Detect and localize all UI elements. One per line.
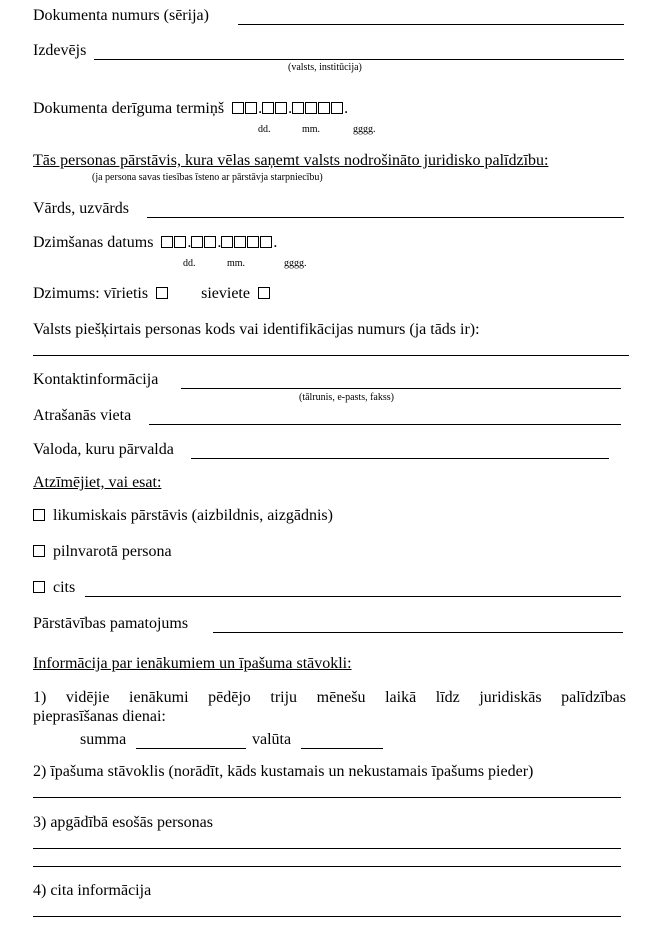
other-checkbox[interactable] — [33, 581, 45, 593]
year-box-1[interactable] — [221, 236, 233, 248]
legal-representative-checkbox[interactable] — [33, 509, 45, 521]
option-other — [33, 579, 75, 597]
income-item-3: 3) apgādībā esošās personas — [33, 814, 213, 831]
option-authorized-person — [33, 543, 172, 561]
income-item-4: 4) cita informācija — [33, 882, 152, 899]
birth-hint-mm: mm. — [227, 258, 246, 269]
other-info-field[interactable] — [33, 916, 621, 917]
doc-number-label: Dokumenta numurs (sērija) — [33, 7, 209, 24]
male-checkbox[interactable] — [156, 287, 168, 299]
income-heading: Informācija par ienākumiem un īpašuma stāvokli: — [33, 655, 352, 672]
month-box-2[interactable] — [204, 236, 216, 248]
validity-date-boxes[interactable]: . . . — [232, 100, 348, 118]
issuer-field[interactable] — [94, 59, 624, 60]
year-box-2[interactable] — [234, 236, 246, 248]
status-heading: Atzīmējiet, vai esat: — [33, 474, 162, 491]
sum-label: summa — [80, 731, 127, 748]
basis-label: Pārstāvības pamatojums — [33, 615, 189, 632]
month-box-1[interactable] — [191, 236, 203, 248]
other-field[interactable] — [85, 596, 621, 597]
birth-hint-dd: dd. — [183, 258, 196, 269]
validity-row — [33, 100, 348, 118]
name-label: Vārds, uzvārds — [33, 200, 129, 217]
currency-field[interactable] — [301, 748, 383, 749]
contact-field[interactable] — [181, 388, 621, 389]
gender-row — [33, 285, 271, 303]
day-box-1[interactable] — [161, 236, 173, 248]
language-label: Valoda, kuru pārvalda — [33, 441, 174, 458]
doc-number-field[interactable] — [238, 24, 624, 25]
option-label: pilnvarotā persona — [53, 543, 172, 560]
year-box-4[interactable] — [260, 236, 272, 248]
dependents-field-1[interactable] — [33, 848, 621, 849]
gender-label: Dzimums: vīrietis — [33, 285, 149, 302]
day-box-2[interactable] — [245, 102, 257, 114]
validity-hint-yyyy: gggg. — [353, 124, 376, 135]
year-box-3[interactable] — [247, 236, 259, 248]
month-box-2[interactable] — [275, 102, 287, 114]
issuer-hint: (valsts, institūcija) — [288, 62, 362, 73]
validity-label: Dokumenta derīguma termiņš — [33, 100, 225, 117]
birth-date-boxes[interactable]: . . . — [161, 234, 277, 252]
income-item-2: 2) īpašuma stāvoklis (norādīt, kāds kustamais un nekustamais īpašums pieder) — [33, 763, 534, 780]
year-box-2[interactable] — [305, 102, 317, 114]
sum-field[interactable] — [136, 748, 246, 749]
validity-hint-mm: mm. — [302, 124, 321, 135]
income-item-1-line-1: 1) vidējie ienākumi pēdējo triju mēnešu laikā līdz juridiskās palīdzības — [33, 689, 626, 706]
day-box-2[interactable] — [174, 236, 186, 248]
language-field[interactable] — [191, 458, 609, 459]
month-box-1[interactable] — [262, 102, 274, 114]
personal-id-label: Valsts piešķirtais personas kods vai identifikācijas numurs (ja tāds ir): — [33, 321, 480, 338]
dependents-field-2[interactable] — [33, 866, 621, 867]
option-legal-representative — [33, 507, 333, 525]
day-box-1[interactable] — [232, 102, 244, 114]
option-label: likumiskais pārstāvis (aizbildnis, aizgādnis) — [53, 507, 333, 524]
year-box-3[interactable] — [318, 102, 330, 114]
birth-hint-yyyy: gggg. — [284, 258, 307, 269]
female-checkbox[interactable] — [258, 287, 270, 299]
authorized-person-checkbox[interactable] — [33, 545, 45, 557]
birth-row — [33, 234, 277, 252]
year-box-4[interactable] — [331, 102, 343, 114]
female-label: sieviete — [201, 285, 250, 302]
birth-label: Dzimšanas datums — [33, 234, 154, 251]
representative-heading: Tās personas pārstāvis, kura vēlas saņemt valsts nodrošināto juridisko palīdzību: — [33, 152, 549, 169]
currency-label: valūta — [252, 731, 292, 748]
income-item-1-line-2: pieprasīšanas dienai: — [33, 708, 166, 725]
contact-label: Kontaktinformācija — [33, 371, 159, 388]
location-label: Atrašanās vieta — [33, 407, 132, 424]
year-box-1[interactable] — [292, 102, 304, 114]
location-field[interactable] — [149, 424, 621, 425]
basis-field[interactable] — [213, 632, 623, 633]
option-label: cits — [53, 579, 76, 596]
representative-heading-hint: (ja persona savas tiesības īsteno ar pārstāvja starpniecību) — [92, 172, 323, 183]
property-field[interactable] — [33, 797, 621, 798]
contact-hint: (tālrunis, e-pasts, fakss) — [299, 392, 394, 403]
name-field[interactable] — [147, 217, 624, 218]
validity-hint-dd: dd. — [258, 124, 271, 135]
personal-id-field[interactable] — [33, 355, 629, 356]
issuer-label: Izdevējs — [33, 42, 87, 59]
